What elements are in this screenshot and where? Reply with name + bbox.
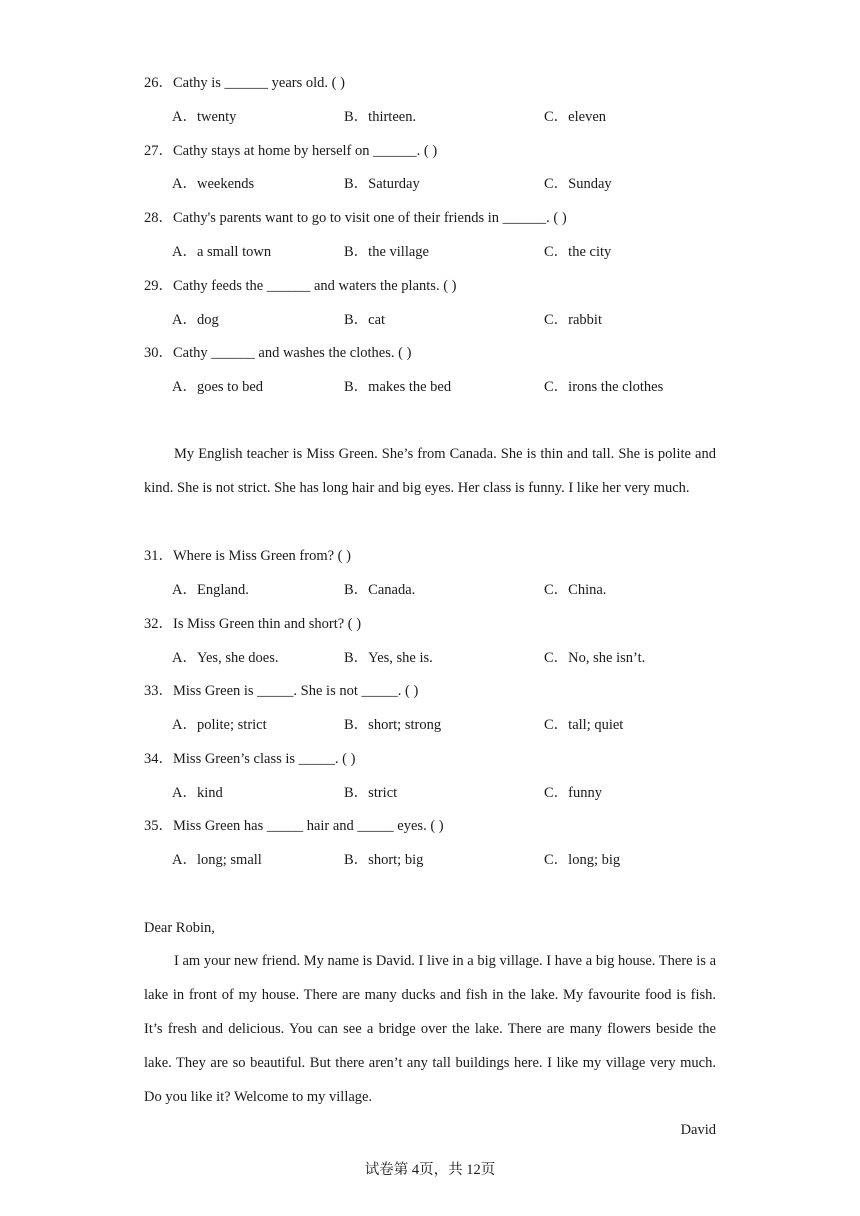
option-a: A．polite; strict xyxy=(172,717,267,733)
option-c: C．China. xyxy=(544,582,607,598)
page-footer: 试卷第 4页，共 12页 xyxy=(364,1162,496,1178)
options-33 xyxy=(172,715,772,735)
option-b: B．thirteen. xyxy=(344,109,417,125)
option-c: C．funny xyxy=(544,785,602,801)
option-c: C．eleven xyxy=(544,109,607,125)
question-30: 30．Cathy ______ and washes the clothes. ( ) xyxy=(144,345,412,361)
option-c: C．Sunday xyxy=(544,176,612,192)
option-c: C．irons the clothes xyxy=(544,379,664,395)
option-c: C．rabbit xyxy=(544,312,602,328)
options-34 xyxy=(172,783,772,803)
option-a: A．a small town xyxy=(172,244,272,260)
options-28 xyxy=(172,242,772,262)
option-a: A．goes to bed xyxy=(172,379,264,395)
option-a: A．kind xyxy=(172,785,223,801)
option-a: A．Yes, she does. xyxy=(172,650,279,666)
option-b: B．strict xyxy=(344,785,398,801)
question-35: 35．Miss Green has _____ hair and _____ eyes. ( ) xyxy=(144,818,444,834)
option-b: B．makes the bed xyxy=(344,379,452,395)
option-b: B．short; big xyxy=(344,852,424,868)
question-32: 32．Is Miss Green thin and short? ( ) xyxy=(144,616,362,632)
option-b: B．cat xyxy=(344,312,386,328)
question-28: 28．Cathy's parents want to go to visit one of their friends in ______. ( ) xyxy=(144,210,567,226)
option-a: A．twenty xyxy=(172,109,237,125)
reading-passage-miss-green: My English teacher is Miss Green. She’s from Canada. She is thin and tall. She is polite and kind. She is not strict. She has long hair and big eyes. Her class is funny. I like her very much. xyxy=(144,446,716,496)
option-a: A．England. xyxy=(172,582,249,598)
letter-signature: David xyxy=(680,1122,716,1138)
question-26: 26．Cathy is ______ years old. ( ) xyxy=(144,75,345,91)
question-34: 34．Miss Green’s class is _____. ( ) xyxy=(144,751,356,767)
letter-greeting: Dear Robin, xyxy=(144,920,215,936)
option-a: A．long; small xyxy=(172,852,262,868)
option-a: A．dog xyxy=(172,312,219,328)
question-27: 27．Cathy stays at home by herself on ______. ( ) xyxy=(144,143,438,159)
option-a: A．weekends xyxy=(172,176,255,192)
option-b: B．Canada. xyxy=(344,582,416,598)
options-32 xyxy=(172,648,772,668)
option-b: B．short; strong xyxy=(344,717,442,733)
options-29 xyxy=(172,310,772,330)
options-35 xyxy=(172,850,772,870)
option-c: C．No, she isn’t. xyxy=(544,650,646,666)
option-b: B．Yes, she is. xyxy=(344,650,433,666)
option-c: C．the city xyxy=(544,244,612,260)
question-33: 33．Miss Green is _____. She is not _____. ( ) xyxy=(144,683,419,699)
options-31 xyxy=(172,580,772,600)
options-30 xyxy=(172,377,772,397)
letter-body: I am your new friend. My name is David. I live in a big village. I have a big house. There is a lake in front of my house. There are many ducks and fish in the lake. My favourite food is fish. It’s fresh and delicious. You can see a bridge over the lake. There are many flowers beside the lake. They are so beautiful. But there aren’t any tall buildings here. I like my village very much. Do you like it? Welcome to my village. xyxy=(144,953,716,1105)
options-26 xyxy=(172,107,772,127)
question-31: 31．Where is Miss Green from? ( ) xyxy=(144,548,351,564)
option-c: C．long; big xyxy=(544,852,621,868)
option-c: C．tall; quiet xyxy=(544,717,624,733)
options-27 xyxy=(172,174,772,194)
option-b: B．the village xyxy=(344,244,429,260)
question-29: 29．Cathy feeds the ______ and waters the plants. ( ) xyxy=(144,278,457,294)
option-b: B．Saturday xyxy=(344,176,420,192)
